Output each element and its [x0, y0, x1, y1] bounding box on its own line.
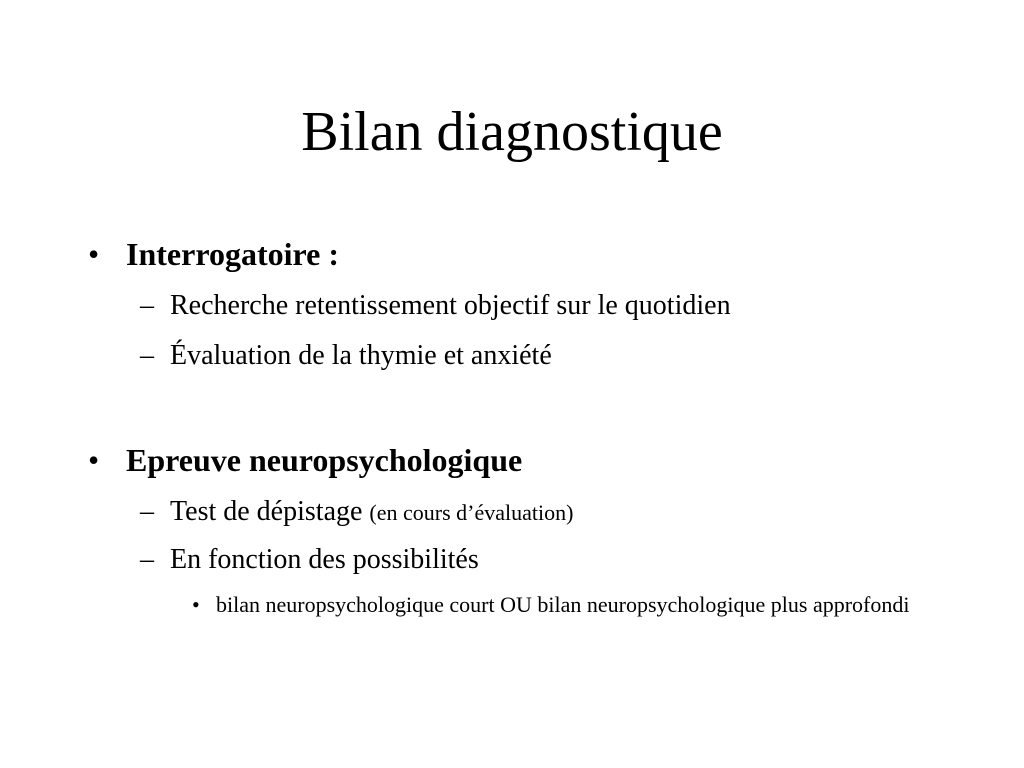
- subbullet-text-wrap: [170, 496, 573, 529]
- bullet-heading: Epreuve neuropsychologique: [126, 442, 523, 478]
- subbullet-text: Test de dépistage: [170, 496, 363, 527]
- subsubbullet-text: bilan neuropsychologique court OU bilan neuropsychologique plus approfondi: [216, 592, 910, 617]
- dash-marker: –: [140, 290, 154, 321]
- dash-marker: –: [140, 544, 154, 575]
- subbullet-note: (en cours d’évaluation): [369, 500, 574, 525]
- dash-marker: –: [140, 340, 154, 371]
- bullet-marker: •: [88, 236, 100, 272]
- subbullet-text: Évaluation de la thymie et anxiété: [170, 340, 552, 371]
- slide-title: Bilan diagnostique: [301, 101, 723, 163]
- bullet-heading: Interrogatoire :: [126, 236, 339, 272]
- bullet-marker-small: •: [192, 592, 200, 617]
- bullet-marker: •: [88, 442, 100, 478]
- subbullet-text: En fonction des possibilités: [170, 544, 479, 575]
- dash-marker: –: [140, 496, 154, 527]
- subbullet-text: Recherche retentissement objectif sur le quotidien: [170, 290, 731, 321]
